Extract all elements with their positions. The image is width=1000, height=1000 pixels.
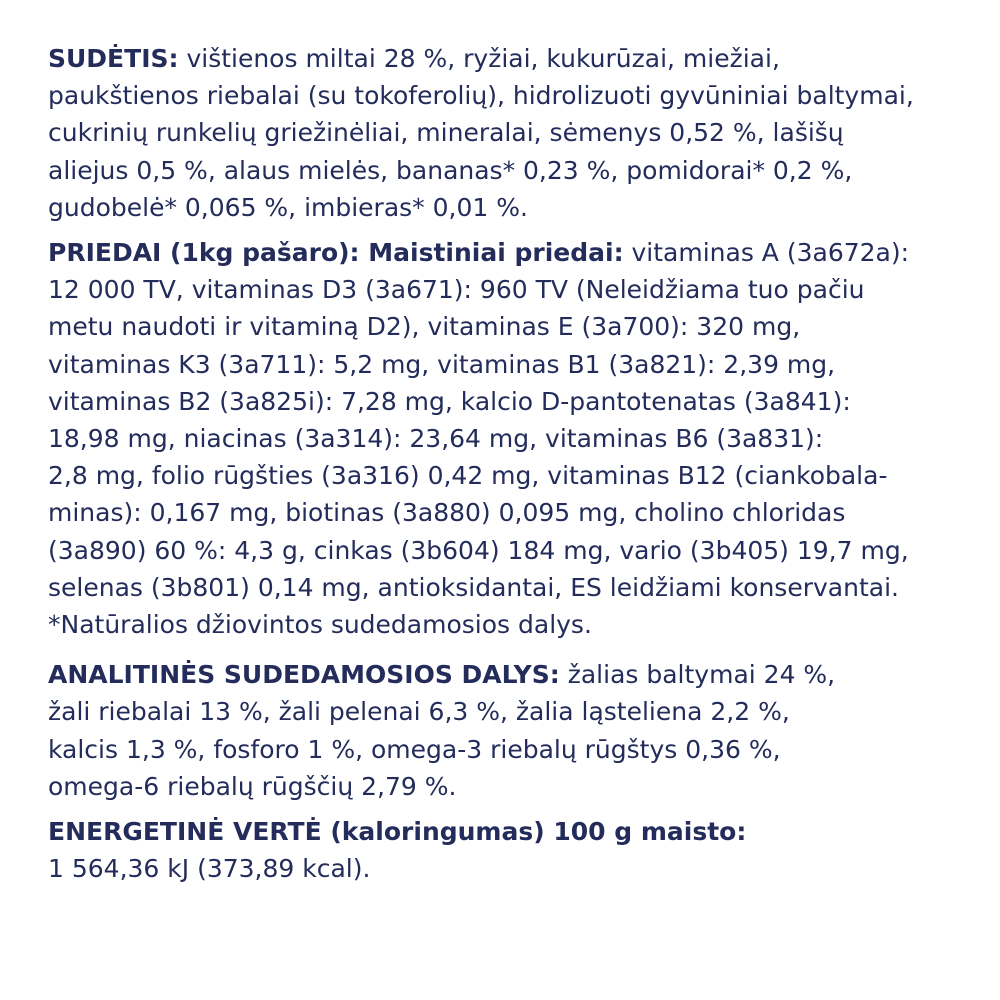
section-additives [48, 234, 978, 643]
analytical-line-3: kalcis 1,3 %, fosforo 1 %, omega-3 riebalų rūgštys 0,36 %, [48, 734, 781, 764]
additives-line-9: (3a890) 60 %: 4,3 g, cinkas (3b604) 184 mg, vario (3b405) 19,7 mg, [48, 535, 909, 565]
composition-line-4: aliejus 0,5 %, alaus mielės, bananas* 0,23 %, pomidorai* 0,2 %, [48, 155, 853, 185]
analytical-label: ANALITINĖS SUDEDAMOSIOS DALYS: [48, 660, 560, 690]
composition-text: vištienos miltai 28 %, ryžiai, kukurūzai, miežiai, [178, 44, 780, 73]
additives-text: vitaminas A (3a672a): [623, 238, 910, 268]
additives-label: PRIEDAI (1kg pašaro): Maistiniai priedai: [48, 238, 624, 268]
additives-line-1 [48, 234, 978, 271]
composition-line-3: cukrinių runkelių griežinėliai, mineralai, sėmenys 0,52 %, lašišų [48, 118, 844, 148]
composition-line-1 [48, 40, 978, 77]
composition-line-2: paukštienos riebalai (su tokoferolių), hidrolizuoti gyvūniniai baltymai, [48, 81, 914, 111]
additives-line-6: 18,98 mg, niacinas (3a314): 23,64 mg, vitaminas B6 (3a831): [48, 424, 824, 454]
analytical-line-2: žali riebalai 13 %, žali pelenai 6,3 %, žalia ląsteliena 2,2 %, [48, 697, 790, 727]
additives-line-10: selenas (3b801) 0,14 mg, antioksidantai, ES leidžiami konservantai. [48, 572, 899, 602]
analytical-line-1 [48, 656, 978, 693]
analytical-line-4: omega-6 riebalų rūgščių 2,79 %. [48, 771, 457, 801]
additives-line-3: metu naudoti ir vitaminą D2), vitaminas E (3a700): 320 mg, [48, 312, 801, 342]
section-analytical [48, 656, 978, 805]
additives-footnote: *Natūralios džiovintos sudedamosios dalys. [48, 610, 592, 640]
additives-line-8: minas): 0,167 mg, biotinas (3a880) 0,095 mg, cholino chloridas [48, 498, 846, 528]
additives-line-2: 12 000 TV, vitaminas D3 (3a671): 960 TV (Neleidžiama tuo pačiu [48, 275, 865, 305]
additives-line-7: 2,8 mg, folio rūgšties (3a316) 0,42 mg, vitaminas B12 (ciankobala- [48, 461, 888, 491]
ingredients-document [48, 40, 978, 895]
composition-line-5: gudobelė* 0,065 %, imbieras* 0,01 %. [48, 192, 528, 222]
composition-label: SUDĖTIS: [48, 44, 179, 73]
energy-line-2: 1 564,36 kJ (373,89 kcal). [48, 854, 371, 884]
energy-label: ENERGETINĖ VERTĖ (kaloringumas) 100 g maisto: [48, 817, 747, 847]
additives-line-5: vitaminas B2 (3a825i): 7,28 mg, kalcio D-pantotenatas (3a841): [48, 386, 851, 416]
section-composition [48, 40, 978, 226]
energy-line-1 [48, 813, 978, 850]
section-energy [48, 813, 978, 887]
analytical-text: žalias baltymai 24 %, [559, 660, 836, 690]
additives-line-4: vitaminas K3 (3a711): 5,2 mg, vitaminas B1 (3a821): 2,39 mg, [48, 349, 836, 379]
